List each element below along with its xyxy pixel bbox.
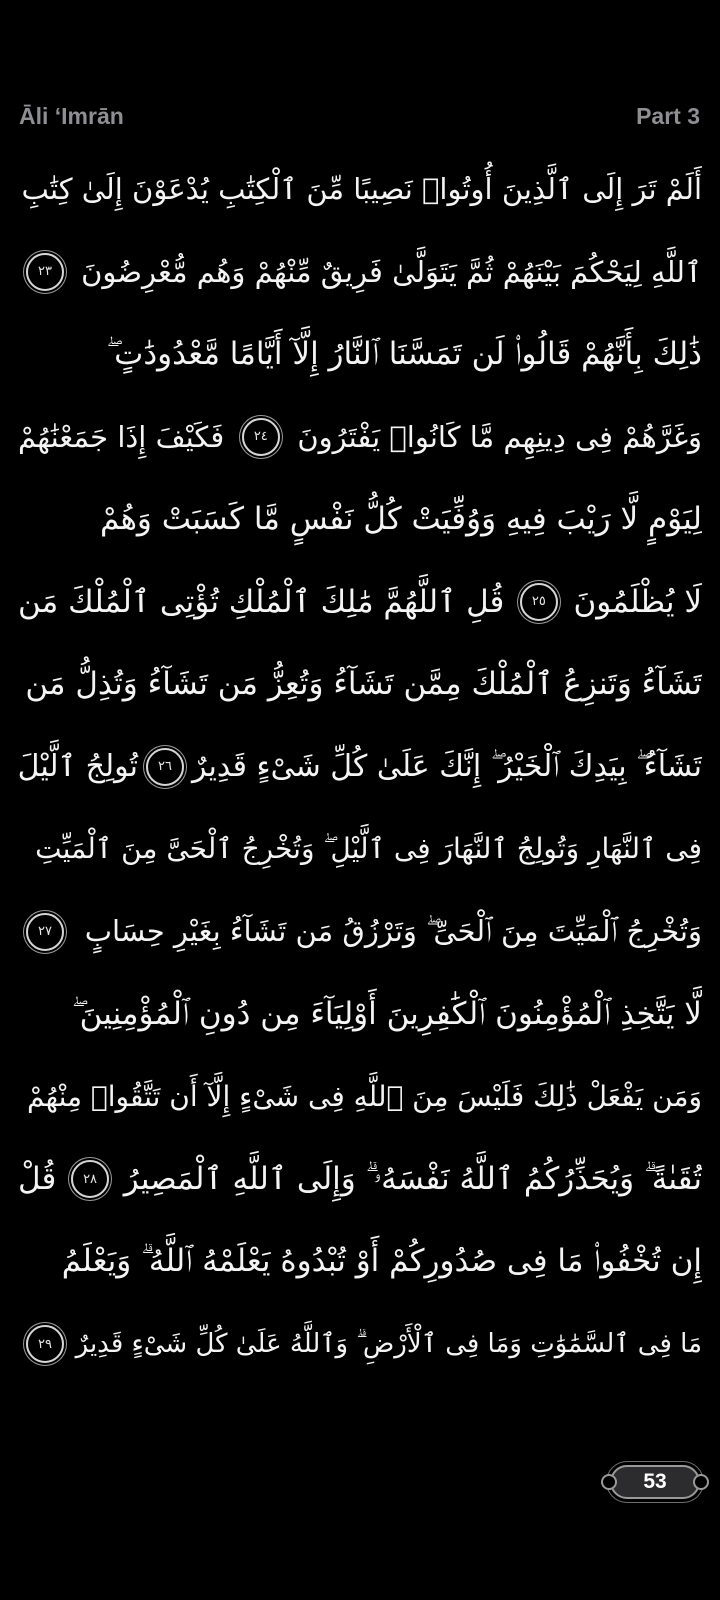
text-line: [18, 561, 702, 644]
text-line: [18, 808, 702, 891]
verse-text[interactable]: قُلْ: [18, 1161, 57, 1198]
text-line: [18, 396, 702, 479]
verse-text[interactable]: ذَٰلِكَ بِأَنَّهُمْ قَالُوا۟ لَن تَمَسَّنَا ٱلنَّارُ إِلَّآ أَيَّامًا مَّعْدُودَٰتٍ ۖ: [106, 335, 702, 372]
ayah-end-marker[interactable]: ٢٥: [520, 583, 558, 621]
text-line: [18, 726, 702, 809]
page-number-badge: [610, 1465, 700, 1499]
text-line: [18, 478, 702, 561]
verse-text[interactable]: وَتُخْرِجُ ٱلْمَيِّتَ مِنَ ٱلْحَىِّ ۖ وَتَرْزُقُ مَن تَشَآءُ بِغَيْرِ حِسَابٍ: [84, 914, 702, 949]
text-line: [18, 1138, 702, 1221]
text-line: [18, 1221, 702, 1304]
ornament-left-icon: [601, 1474, 617, 1490]
text-line: [18, 643, 702, 726]
verse-text[interactable]: تُولِجُ ٱلَّيْلَ: [18, 749, 138, 785]
verse-text[interactable]: تَشَآءُ وَتَنزِعُ ٱلْمُلْكَ مِمَّن تَشَآءُ وَتُعِزُّ مَن تَشَآءُ وَتُذِلُّ مَن: [25, 666, 702, 703]
verse-text[interactable]: أَلَمْ تَرَ إِلَى ٱلَّذِينَ أُوتُوا۟ نَصِيبًا مِّنَ ٱلْكِتَٰبِ يُدْعَوْنَ إِلَىٰ كِتَٰبِ: [21, 172, 702, 207]
verse-text[interactable]: وَغَرَّهُمْ فِى دِينِهِم مَّا كَانُوا۟ يَفْتَرُونَ: [297, 419, 702, 454]
verse-text[interactable]: مَا فِى ٱلسَّمَٰوَٰتِ وَمَا فِى ٱلْأَرْضِ ۗ وَٱللَّهُ عَلَىٰ كُلِّ شَىْءٍ قَدِيرٌ: [75, 1328, 702, 1359]
verse-text[interactable]: إِن تُخْفُوا۟ مَا فِى صُدُورِكُمْ أَوْ تُبْدُوهُ يَعْلَمْهُ ٱللَّهُ ۗ وَيَعْلَمُ: [61, 1243, 702, 1280]
verse-text[interactable]: تُقَىٰةً ۗ وَيُحَذِّرُكُمُ ٱللَّهُ نَفْسَهُۥ ۗ وَإِلَى ٱللَّهِ ٱلْمَصِيرُ: [123, 1160, 702, 1197]
ayah-end-marker[interactable]: ٢٨: [71, 1160, 109, 1198]
text-line: [18, 973, 702, 1056]
verse-text[interactable]: قُلِ ٱللَّهُمَّ مَٰلِكَ ٱلْمُلْكِ تُؤْتِى ٱلْمُلْكَ مَن: [18, 583, 505, 620]
verse-text[interactable]: فَكَيْفَ إِذَا جَمَعْنَٰهُمْ: [18, 419, 225, 454]
page-number: 53: [643, 1470, 667, 1493]
part-label: Part 3: [636, 102, 700, 129]
text-line: [18, 313, 702, 396]
ayah-end-marker[interactable]: ٢٩: [26, 1325, 64, 1363]
verse-text[interactable]: ٱللَّهِ لِيَحْكُمَ بَيْنَهُمْ ثُمَّ يَتَوَلَّىٰ فَرِيقٌ مِّنْهُمْ وَهُم مُّعْرِضُونَ: [81, 254, 702, 289]
ayah-end-marker[interactable]: ٢٦: [146, 748, 184, 786]
text-line: [18, 1303, 702, 1386]
ayah-end-marker[interactable]: ٢٤: [242, 418, 280, 456]
verse-text[interactable]: لَّا يَتَّخِذِ ٱلْمُؤْمِنُونَ ٱلْكَٰفِرِينَ أَوْلِيَآءَ مِن دُونِ ٱلْمُؤْمِنِينَ ۖ: [71, 995, 702, 1032]
text-line: [18, 148, 702, 231]
ornament-right-icon: [693, 1474, 709, 1490]
verse-text[interactable]: لِيَوْمٍ لَّا رَيْبَ فِيهِ وَوُفِّيَتْ كُلُّ نَفْسٍ مَّا كَسَبَتْ وَهُمْ: [99, 501, 702, 538]
ayah-end-marker[interactable]: ٢٧: [26, 913, 64, 951]
quran-page-text: [18, 148, 702, 1386]
verse-text[interactable]: وَمَن يَفْعَلْ ذَٰلِكَ فَلَيْسَ مِنَ ٱللَّهِ فِى شَىْءٍ إِلَّآ أَن تَتَّقُوا۟ مِنْهُمْ: [27, 1080, 702, 1114]
page-header: [19, 98, 700, 134]
surah-name: Āli ʻImrān: [19, 102, 124, 129]
text-line: [18, 231, 702, 314]
text-line: [18, 891, 702, 974]
verse-text[interactable]: فِى ٱلنَّهَارِ وَتُولِجُ ٱلنَّهَارَ فِى ٱلَّيْلِ ۖ وَتُخْرِجُ ٱلْحَىَّ مِنَ ٱلْمَيِّتِ: [35, 832, 702, 866]
text-line: [18, 1056, 702, 1139]
verse-text[interactable]: لَا يُظْلَمُونَ: [573, 583, 702, 620]
ayah-end-marker[interactable]: ٢٣: [26, 253, 64, 291]
verse-text[interactable]: تَشَآءُ ۖ بِيَدِكَ ٱلْخَيْرُ ۖ إِنَّكَ عَلَىٰ كُلِّ شَىْءٍ قَدِيرٌ: [191, 749, 702, 785]
